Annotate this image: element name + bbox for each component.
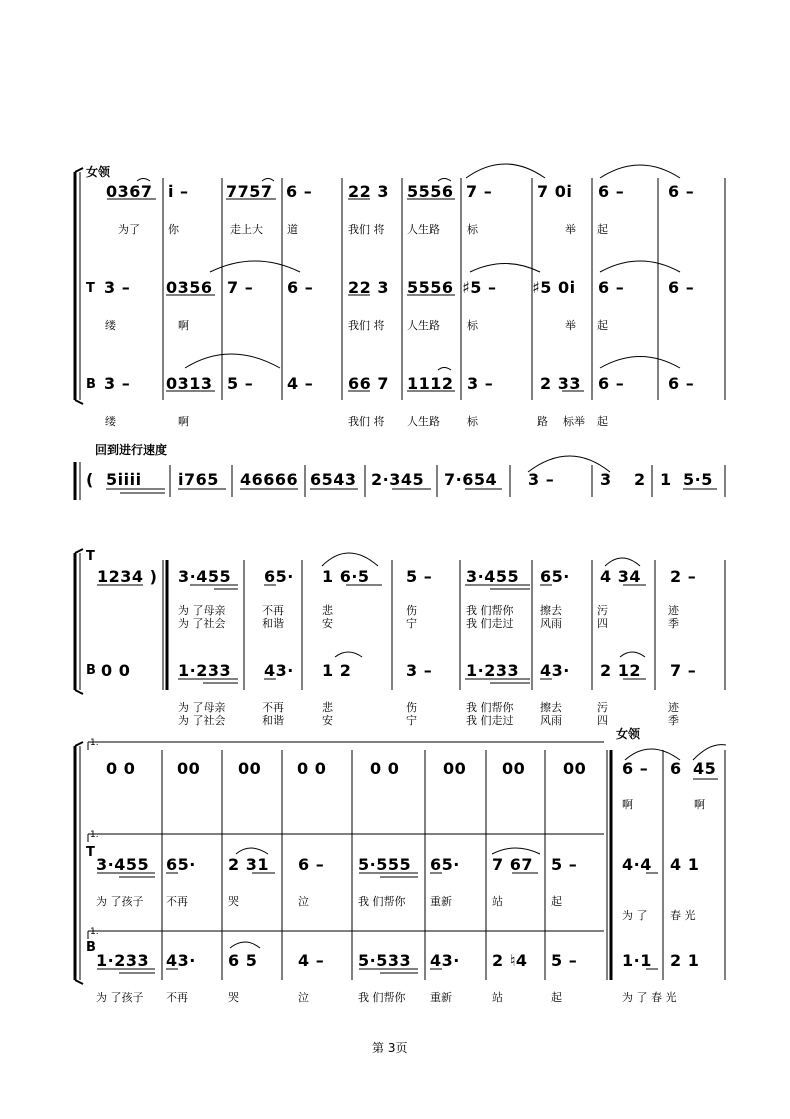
note-group: 0 0 [101,661,131,680]
note-group: 7 67 [492,855,533,874]
lyric: 站 [492,895,503,908]
part-label-b: B [86,940,96,955]
lyric: 为 了孩子 [96,895,144,908]
note-group: 3 – [406,661,433,680]
part-label-t: T [86,281,95,296]
note-group: 1234 ) [97,567,158,586]
note-group: 00 [443,759,467,778]
note-group: 7757 [226,182,273,201]
lyric: 为 了 春 光 [622,991,677,1004]
volta-number: 1. [90,738,99,748]
note-group: 22 3 [348,278,389,297]
lyric: 人生路 [407,415,440,428]
lyric: 擦去 [540,701,562,714]
note-group: 3 – [104,278,131,297]
lyric: 季 [668,714,679,727]
note-group: 3 – [104,374,131,393]
note-group: 7 – [227,278,254,297]
note-group: 3 – [528,470,555,489]
lead-label: 女领 [616,727,641,741]
lyric: 宁 [406,714,417,727]
note-group: 65· [430,855,460,874]
note-group: ♯5 – [462,278,497,297]
note-group: 2 1 [670,951,700,970]
note-group: 46666 [240,470,299,489]
note-group: 00 [502,759,526,778]
lyric: 起 [597,415,608,428]
lyric: 伤 [406,604,417,617]
lyric: 迹 [668,701,679,714]
lyric: 起 [551,991,562,1004]
lyric: 举 [565,319,576,332]
lyric: 为 了母亲 [178,701,226,714]
lyric: 人生路 [407,319,440,332]
note-group: 0356 [166,278,213,297]
lyric: 擦去 [540,604,562,617]
lyric: 道 [287,223,298,236]
note-group: 6 – [598,182,625,201]
lyric: 宁 [406,617,417,630]
lyric: 起 [597,223,608,236]
note-group: 6 – [287,278,314,297]
note-group: 43· [430,951,460,970]
note-group: 6 5 [228,951,258,970]
note-group: 6 – [298,855,325,874]
lyric: 为 了社会 [178,714,226,727]
lyric: 举 [565,223,576,236]
lyric: 缕 [105,415,116,428]
lyric: 为 了孩子 [96,991,144,1004]
part-label-b: B [86,377,96,392]
lyric: 悲 [322,604,333,617]
note-group: 45 [693,759,717,778]
lyric: 标举 [563,415,585,428]
note-group: 6 – [598,374,625,393]
note-group: 22 3 [348,182,389,201]
lyric: 污 [597,604,608,617]
note-group: 1·233 [96,951,150,970]
note-group: 0 0 [370,759,400,778]
note-group: 3·455 [178,567,232,586]
note-group: 5 – [551,951,578,970]
lyric: 四 [597,714,608,727]
note-group: 6 – [286,182,313,201]
note-group: 2 12 [600,661,641,680]
note-group: 7 – [670,661,697,680]
lyric: 我们 将 [348,319,385,332]
note-group: 3·455 [466,567,520,586]
note-group: 43· [166,951,196,970]
lyric: 为了 [118,223,140,236]
lyric: 起 [597,319,608,332]
lyric: 走上大 [230,223,263,236]
note-group: 65· [540,567,570,586]
lyric: 标 [467,415,478,428]
lyric: 和谐 [262,617,284,630]
note-group: 66 7 [348,374,389,393]
note-group: 5 – [406,567,433,586]
lyric: 风雨 [540,714,562,727]
volta-number: 1. [90,927,99,937]
note-group: 2 – [670,567,697,586]
note-group: 5556 [407,182,454,201]
note-group: 3·455 [96,855,150,874]
note-group: 6 – [622,759,649,778]
note-group: 3 [600,470,612,489]
lyric: 安 [322,714,333,727]
note-group: 5 – [551,855,578,874]
note-group: 2·345 [371,470,425,489]
note-group: 43· [264,661,294,680]
note-group: 6543 [310,470,357,489]
lyric: 和谐 [262,714,284,727]
note-group: 5i̇i̇i̇i̇ [106,470,142,489]
lyric: 我们 将 [348,415,385,428]
note-group: 1 [660,470,672,489]
lyric: 迹 [668,604,679,617]
note-group: 1 6·5 [322,567,370,586]
lyric: 为 了社会 [178,617,226,630]
lyric: 我 们帮你 [358,991,406,1004]
lyric: 标 [467,223,478,236]
note-group: 1·233 [178,661,232,680]
part-label-t: T [86,845,95,860]
note-group: i̇ – [168,182,189,201]
note-group: 4 1 [670,855,700,874]
note-group: 7 – [466,182,493,201]
lyric: 你 [168,223,179,236]
note-group: 00 [177,759,201,778]
note-group: ( [86,470,94,489]
lyric: 污 [597,701,608,714]
lyric: 风雨 [540,617,562,630]
lyric: 为 了 [622,909,648,922]
note-group: ♯5 0i̇ [532,278,576,297]
lyric: 啊 [178,415,189,428]
lyric: 泣 [298,895,309,908]
note-group: 0313 [166,374,213,393]
note-group: 2 31 [228,855,269,874]
note-group: 2 [634,470,646,489]
note-group: 2 ♮4 [492,951,528,970]
lyric: 我 们帮你 [466,701,514,714]
lyric: 路 [537,415,548,428]
lyric: 我 们走过 [466,714,514,727]
note-group: 6 – [598,278,625,297]
note-group: 1 2 [322,661,352,680]
note-group: 5·555 [358,855,412,874]
note-group: i̇765 [178,470,219,489]
note-group: 0 0 [297,759,327,778]
lyric: 为 了母亲 [178,604,226,617]
lyric: 季 [668,617,679,630]
lyric: 啊 [622,798,633,811]
lyric: 不再 [262,604,284,617]
lyric: 哭 [228,895,239,908]
lyric: 不再 [262,701,284,714]
lyric: 泣 [298,991,309,1004]
note-group: 0 0 [106,759,136,778]
lyric: 我 们帮你 [466,604,514,617]
note-group: 1·1 [622,951,652,970]
part-label-t: T [86,549,95,564]
note-group: 65· [166,855,196,874]
note-group: 5 – [227,374,254,393]
note-group: 1112 [407,374,454,393]
note-group: 4·4 [622,855,652,874]
lyric: 悲 [322,701,333,714]
lyric: 我 们帮你 [358,895,406,908]
lyric: 重新 [430,895,452,908]
note-group: 4 34 [600,567,641,586]
lyric: 哭 [228,991,239,1004]
lyric: 我们 将 [348,223,385,236]
note-group: 3 – [467,374,494,393]
lyric: 重新 [430,991,452,1004]
note-group: 7·654 [444,470,498,489]
volta-number: 1. [90,830,99,840]
lyric: 不再 [166,895,188,908]
note-group: 43· [540,661,570,680]
tempo-marking: 回到进行速度 [95,443,168,457]
note-group: 5556 [407,278,454,297]
lyric: 四 [597,617,608,630]
note-group: 6 [670,759,682,778]
lyric: 啊 [694,798,705,811]
note-group: 6 – [668,278,695,297]
note-group: 1·233 [466,661,520,680]
note-group: 6 – [668,182,695,201]
lyric: 安 [322,617,333,630]
note-group: 00 [238,759,262,778]
note-group: 4 – [298,951,325,970]
note-group: 5·5 [683,470,713,489]
note-group: 7 0i̇ [537,182,573,201]
lyric: 站 [492,991,503,1004]
note-group: 0367 [106,182,153,201]
note-group: 00 [563,759,587,778]
lyric: 缕 [105,319,116,332]
lead-label: 女领 [86,165,111,179]
lyric: 标 [467,319,478,332]
lyric: 起 [551,895,562,908]
note-group: 4 – [287,374,314,393]
lyric: 伤 [406,701,417,714]
note-group: 5·533 [358,951,412,970]
lyric: 我 们走过 [466,617,514,630]
lyric: 春 光 [670,909,696,922]
lyric: 人生路 [407,223,440,236]
note-group: 65· [264,567,294,586]
part-label-b: B [86,663,96,678]
note-group: 2 33 [540,374,581,393]
lyric: 不再 [166,991,188,1004]
lyric: 啊 [178,319,189,332]
page-number: 第 3页 [372,1041,408,1055]
note-group: 6 – [668,374,695,393]
